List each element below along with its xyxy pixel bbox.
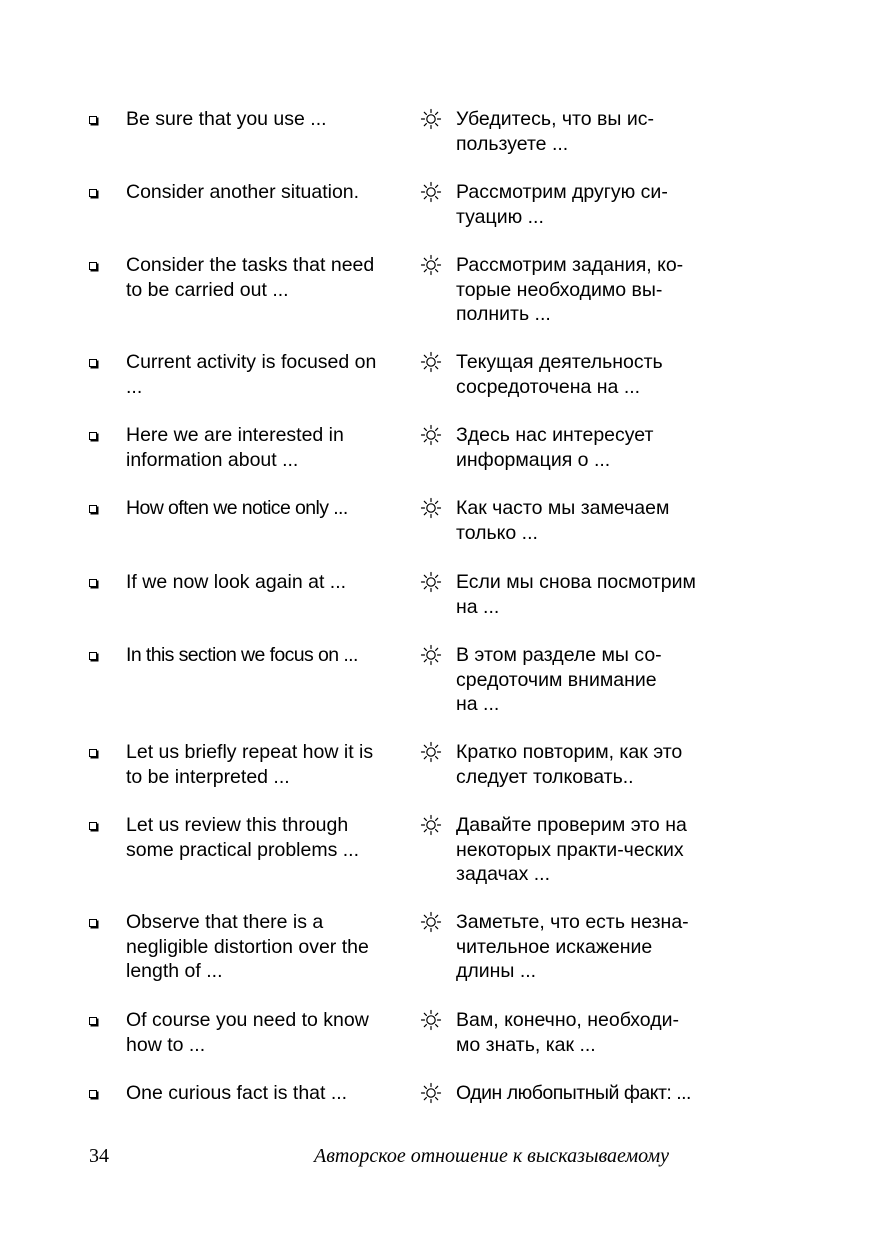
english-phrase: Consider another situation. (126, 181, 360, 203)
checkbox-square-icon (89, 919, 97, 927)
russian-translation: Если мы снова посмотрим на ... (456, 571, 696, 618)
english-phrase: Consider the tasks that need to be carried out ... (126, 254, 375, 301)
checkbox-square-icon (89, 652, 97, 660)
sun-icon (420, 911, 442, 933)
sun-icon (420, 254, 442, 276)
sun-icon (420, 741, 442, 763)
russian-translation: В этом разделе мы со- средоточим внимание на ... (456, 644, 662, 715)
checkbox-square-icon (89, 1017, 97, 1025)
sun-icon (420, 497, 442, 519)
english-phrase: Observe that there is a negligible distortion over the length of ... (126, 911, 369, 982)
english-phrase: Here we are interested in information about ... (126, 424, 344, 471)
checkbox-square-icon (89, 749, 97, 757)
russian-translation: Как часто мы замечаем только ... (456, 497, 670, 544)
checkbox-square-icon (89, 505, 97, 513)
english-phrase: If we now look again at ... (126, 571, 347, 593)
checkbox-square-icon (89, 822, 97, 830)
sun-icon (420, 424, 442, 446)
russian-translation: Давайте проверим это на некоторых практи-ческих задачах ... (456, 814, 687, 885)
russian-translation: Здесь нас интересует информация о ... (456, 424, 654, 471)
english-phrase: Of course you need to know how to ... (126, 1009, 369, 1056)
sun-icon (420, 814, 442, 836)
page-number: 34 (89, 1145, 109, 1167)
checkbox-square-icon (89, 1090, 97, 1098)
russian-translation: Один любопытный факт: ... (456, 1082, 691, 1104)
russian-translation: Рассмотрим другую си- туацию ... (456, 181, 668, 228)
english-phrase: How often we notice only ... (126, 497, 348, 519)
sun-icon (420, 108, 442, 130)
checkbox-square-icon (89, 116, 97, 124)
russian-translation: Заметьте, что есть незна- чительное искажение длины ... (456, 911, 689, 982)
russian-translation: Текущая деятельность сосредоточена на ... (456, 351, 663, 398)
checkbox-square-icon (89, 189, 97, 197)
russian-translation: Рассмотрим задания, ко- торые необходимо вы- полнить ... (456, 254, 684, 325)
russian-translation: Вам, конечно, необходи- мо знать, как ... (456, 1009, 679, 1056)
russian-translation: Убедитесь, что вы ис- пользуете ... (456, 108, 654, 155)
english-phrase: Current activity is focused on ... (126, 351, 377, 398)
english-phrase: In this section we focus on ... (126, 644, 358, 666)
sun-icon (420, 644, 442, 666)
checkbox-square-icon (89, 579, 97, 587)
sun-icon (420, 1082, 442, 1104)
sun-icon (420, 351, 442, 373)
checkbox-square-icon (89, 359, 97, 367)
sun-icon (420, 571, 442, 593)
russian-translation: Кратко повторим, как это следует толковать.. (456, 741, 683, 788)
english-phrase: One curious fact is that ... (126, 1082, 348, 1104)
checkbox-square-icon (89, 432, 97, 440)
checkbox-square-icon (89, 262, 97, 270)
english-phrase: Let us review this through some practical problems ... (126, 814, 360, 861)
english-phrase: Be sure that you use ... (126, 108, 327, 130)
sun-icon (420, 1009, 442, 1031)
sun-icon (420, 181, 442, 203)
english-phrase: Let us briefly repeat how it is to be interpreted ... (126, 741, 374, 788)
running-title: Авторское отношение к высказываемому (314, 1145, 670, 1167)
